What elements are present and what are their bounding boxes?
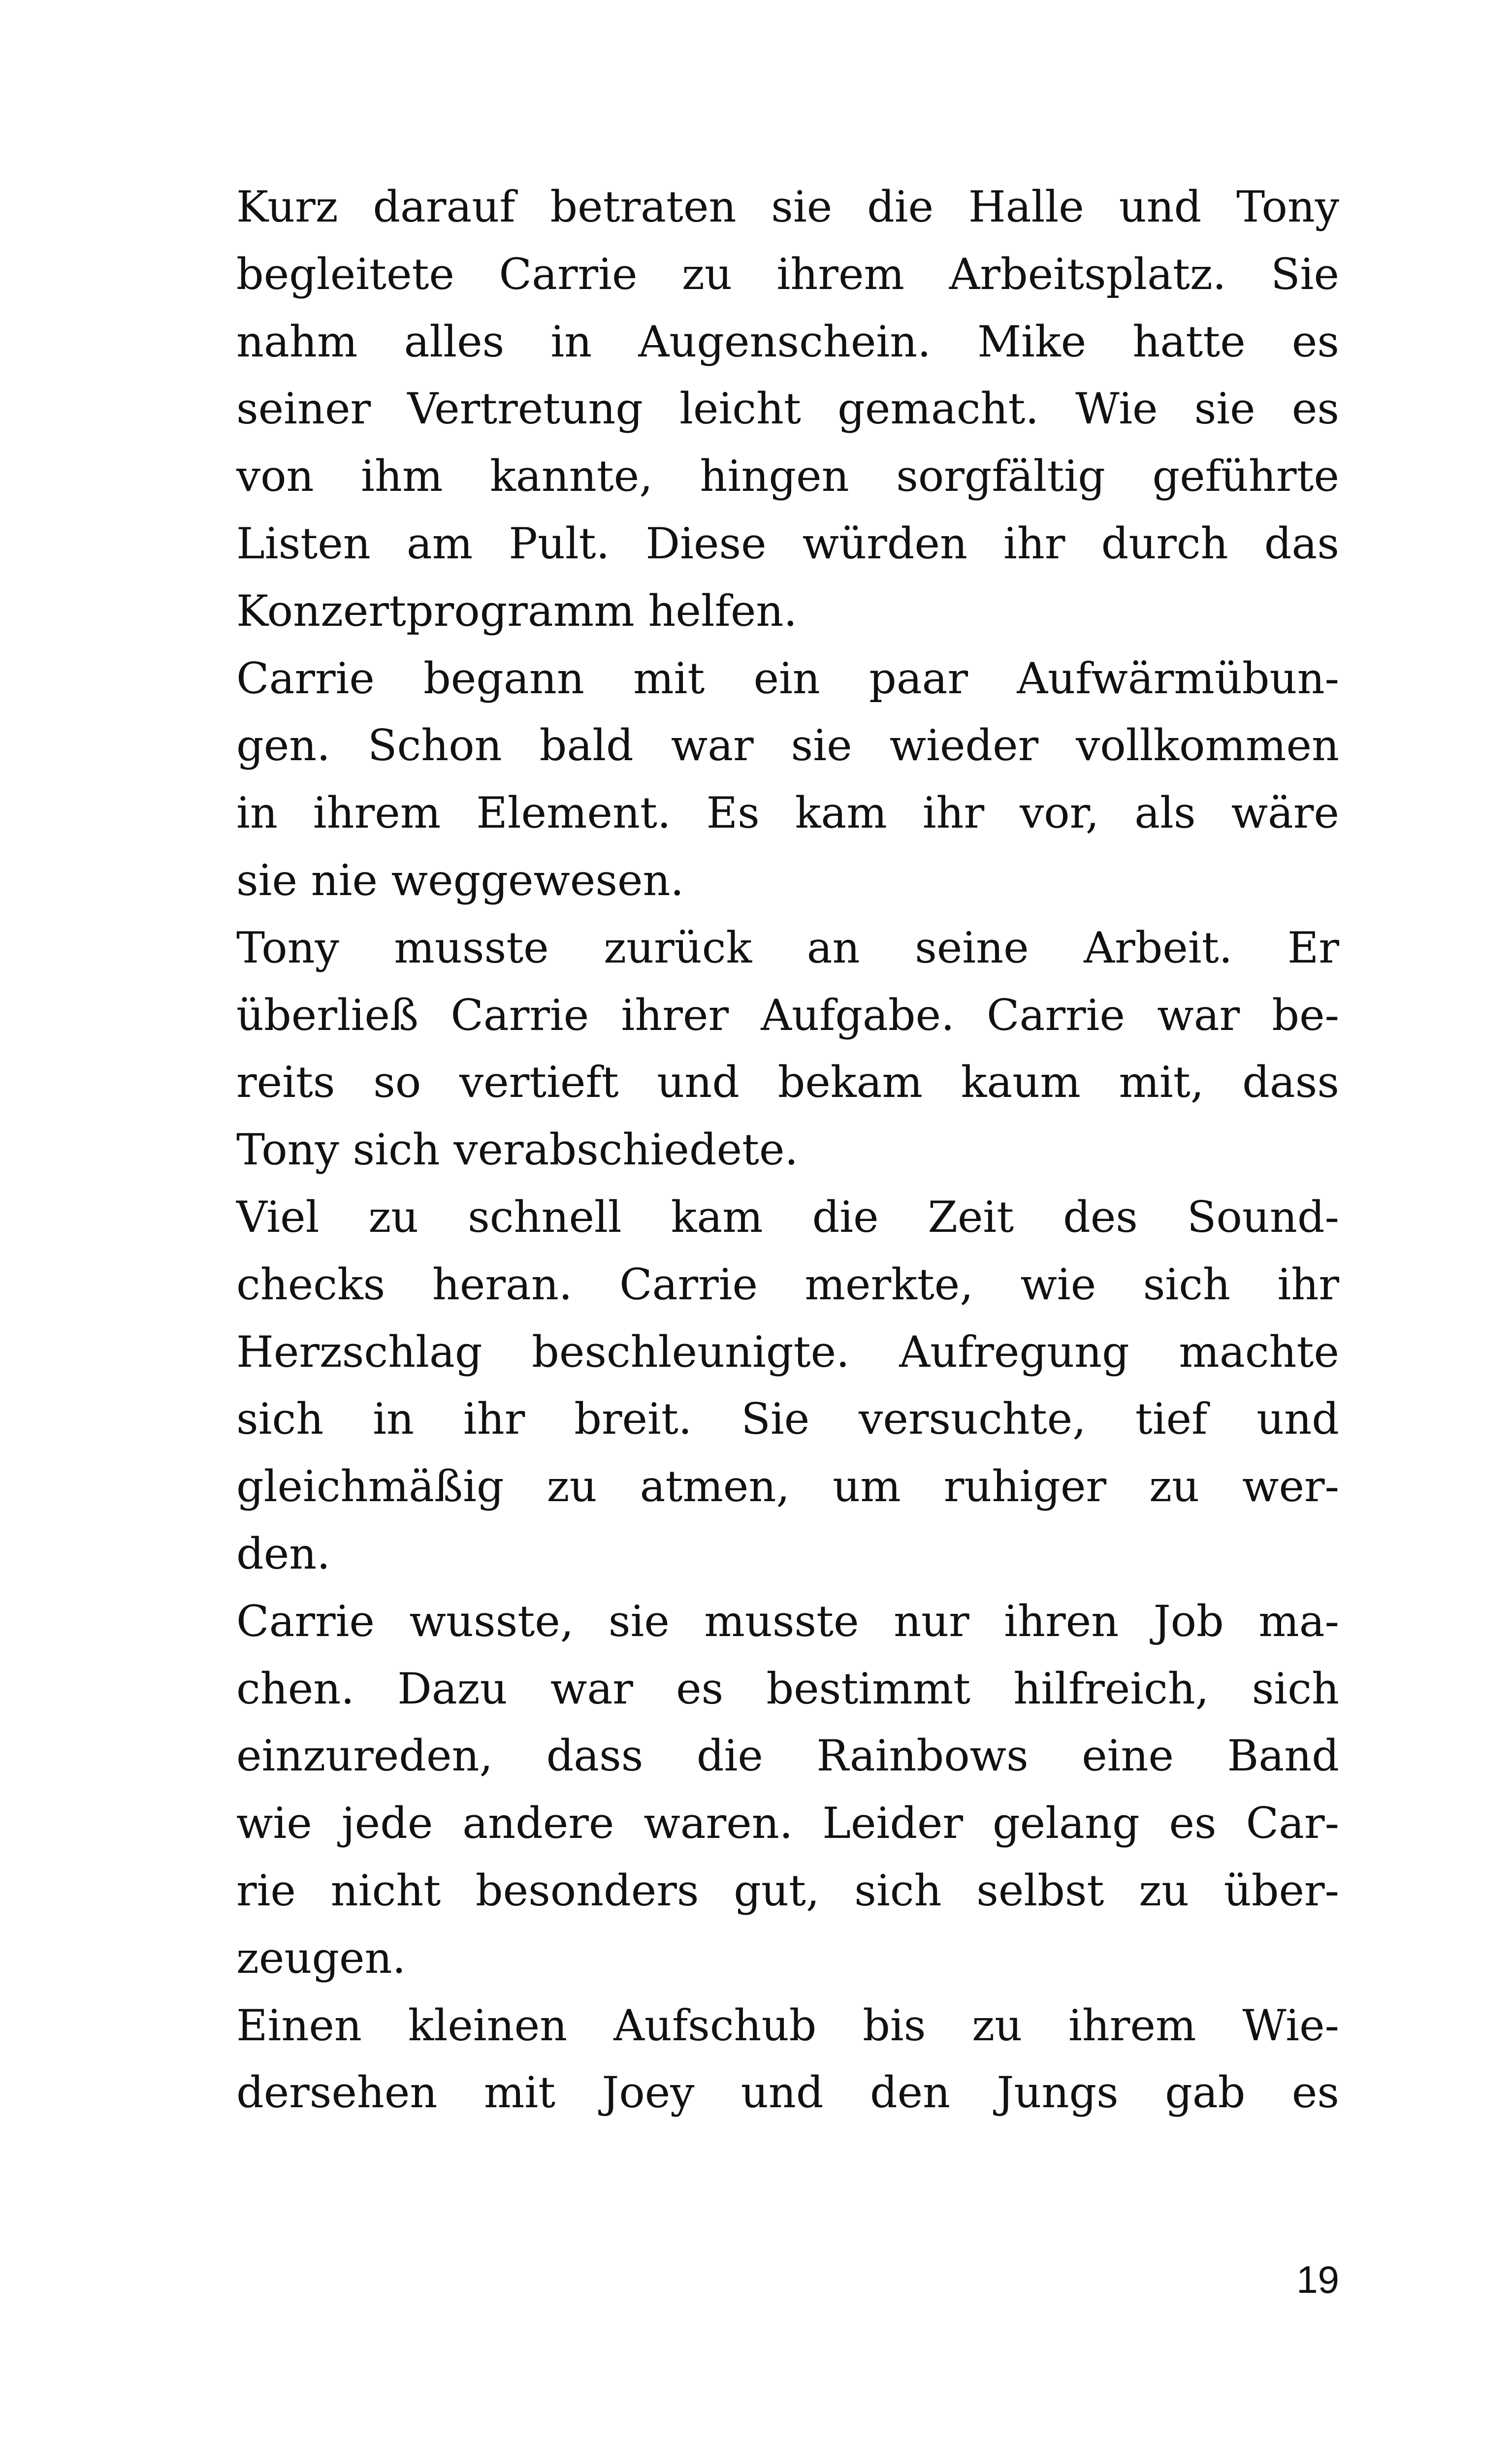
text-line: Tony sich verabschiedete.	[236, 1125, 799, 1175]
text-line: reits so vertieft und bekam kaum mit, dass	[236, 1057, 1339, 1108]
text-line: sich in ihr breit. Sie versuchte, tief und	[236, 1394, 1339, 1445]
text-line: Carrie begann mit ein paar Aufwärmübun-	[236, 653, 1339, 704]
text-line: Einen kleinen Aufschub bis zu ihrem Wie-	[236, 2000, 1339, 2051]
text-line: checks heran. Carrie merkte, wie sich ihr	[236, 1259, 1339, 1310]
text-line: in ihrem Element. Es kam ihr vor, als wäre	[236, 788, 1339, 838]
text-line: begleitete Carrie zu ihrem Arbeitsplatz. Sie	[236, 249, 1339, 299]
text-line: Listen am Pult. Diese würden ihr durch das	[236, 518, 1339, 569]
page-number: 19	[1296, 2258, 1339, 2301]
text-line: Kurz darauf betraten sie die Halle und Tony	[236, 182, 1339, 232]
text-line: überließ Carrie ihrer Aufgabe. Carrie war be-	[236, 990, 1339, 1040]
text-line: chen. Dazu war es bestimmt hilfreich, sich	[236, 1663, 1339, 1714]
text-line: Konzertprogramm helfen.	[236, 585, 798, 636]
text-line: gleichmäßig zu atmen, um ruhiger zu wer-	[236, 1461, 1339, 1512]
text-line: wie jede andere waren. Leider gelang es Car-	[236, 1798, 1339, 1849]
text-line: seiner Vertretung leicht gemacht. Wie sie es	[236, 384, 1339, 434]
text-line: zeugen.	[236, 1932, 406, 1983]
text-line: sie nie weggewesen.	[236, 855, 684, 905]
text-line: nahm alles in Augenschein. Mike hatte es	[236, 316, 1339, 367]
text-line: rie nicht besonders gut, sich selbst zu über-	[236, 1865, 1339, 1916]
text-line: Carrie wusste, sie musste nur ihren Job ma-	[236, 1596, 1339, 1646]
text-line: Viel zu schnell kam die Zeit des Sound-	[236, 1191, 1339, 1242]
text-line: gen. Schon bald war sie wieder vollkommen	[236, 720, 1339, 771]
body-text	[236, 173, 1339, 2126]
text-line: von ihm kannte, hingen sorgfältig geführte	[236, 451, 1339, 502]
text-line: dersehen mit Joey und den Jungs gab es	[236, 2067, 1339, 2118]
text-line: einzureden, dass die Rainbows eine Band	[236, 1731, 1339, 1781]
text-line: Tony musste zurück an seine Arbeit. Er	[236, 922, 1339, 973]
text-line: den.	[236, 1528, 330, 1579]
text-line: Herzschlag beschleunigte. Aufregung machte	[236, 1326, 1339, 1377]
